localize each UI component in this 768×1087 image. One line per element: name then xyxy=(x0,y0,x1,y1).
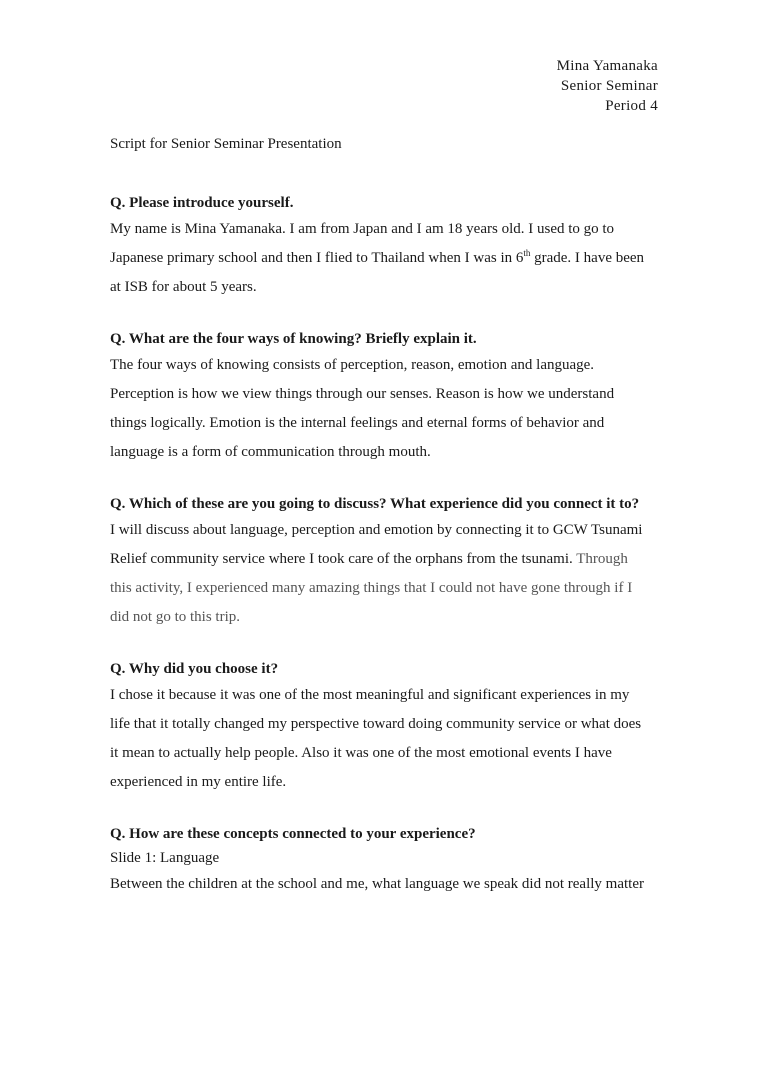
question-heading: Q. Why did you choose it? xyxy=(110,661,279,677)
qa-section xyxy=(110,192,662,302)
answer-line: The four ways of knowing consists of perception, reason, emotion and language. xyxy=(110,357,595,373)
answer-text xyxy=(110,681,662,797)
answer-line: Japanese primary school and then I flied to Thailand when I was in 6th grade. I have been xyxy=(110,248,645,266)
ordinal-suffix: th xyxy=(523,248,531,258)
answer-line: things logically. Emotion is the internal feelings and eternal forms of behavior and xyxy=(110,415,605,431)
qa-section xyxy=(110,493,662,632)
answer-line: it mean to actually help people. Also it was one of the most emotional events I have xyxy=(110,745,612,761)
answer-line: did not go to this trip. xyxy=(110,609,241,625)
answer-line: Perception is how we view things through our senses. Reason is how we understand xyxy=(110,386,615,402)
answer-line: I chose it because it was one of the most meaningful and significant experiences in my xyxy=(110,687,630,703)
slide-label: Slide 1: Language xyxy=(110,850,220,866)
qa-section xyxy=(110,328,662,467)
author-name: Mina Yamanaka xyxy=(556,58,658,74)
answer-text xyxy=(110,870,662,899)
question-heading: Q. Please introduce yourself. xyxy=(110,195,294,211)
answer-line: Relief community service where I took care of the orphans from the tsunami. Through xyxy=(110,551,628,567)
answer-line: I will discuss about language, perception and emotion by connecting it to GCW Tsunami xyxy=(110,522,643,538)
answer-line: this activity, I experienced many amazing things that I could not have gone through if I xyxy=(110,580,633,596)
answer-line: My name is Mina Yamanaka. I am from Japan and I am 18 years old. I used to go to xyxy=(110,221,615,237)
course-name: Senior Seminar xyxy=(560,78,658,94)
answer-line: at ISB for about 5 years. xyxy=(110,279,257,295)
question-heading: Q. What are the four ways of knowing? Briefly explain it. xyxy=(110,331,477,347)
answer-line: language is a form of communication through mouth. xyxy=(110,444,431,460)
question-heading: Q. How are these concepts connected to your experience? xyxy=(110,826,476,842)
author-header xyxy=(557,56,658,116)
answer-line: life that it totally changed my perspective toward doing community service or what does xyxy=(110,716,642,732)
answer-line: experienced in my entire life. xyxy=(110,774,287,790)
document-body xyxy=(110,192,662,921)
question-heading: Q. Which of these are you going to discuss? What experience did you connect it to? xyxy=(110,496,640,512)
answer-text xyxy=(110,516,662,632)
class-period: Period 4 xyxy=(605,98,658,114)
answer-text xyxy=(110,215,662,302)
document-title: Script for Senior Seminar Presentation xyxy=(110,136,342,152)
answer-text xyxy=(110,351,662,467)
qa-section xyxy=(110,823,662,899)
answer-line: Between the children at the school and me, what language we speak did not really matter xyxy=(110,876,644,892)
qa-section xyxy=(110,658,662,797)
